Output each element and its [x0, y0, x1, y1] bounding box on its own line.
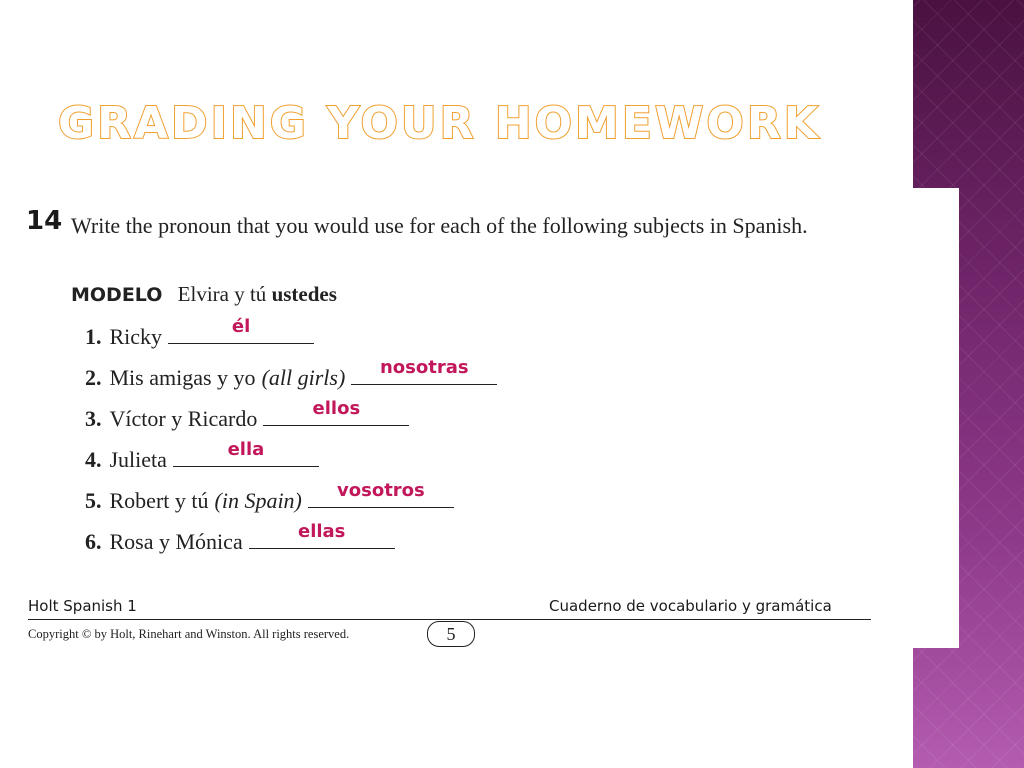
copyright-notice: Copyright © by Holt, Rinehart and Winston. All rights reserved.: [28, 627, 350, 641]
handwritten-answer: ella: [227, 439, 265, 460]
exercise-item-3: [85, 398, 409, 432]
page-number: 5: [427, 621, 475, 647]
worksheet-image: [0, 188, 959, 648]
item-subject: Rosa y Mónica: [109, 529, 243, 554]
item-number: 2.: [85, 365, 102, 390]
answer-blank: [173, 439, 319, 467]
item-number: 5.: [85, 488, 102, 513]
exercise-item-2: [85, 357, 497, 391]
modelo-answer: ustedes: [271, 282, 337, 306]
slide-title: GRADING YOUR HOMEWORK: [58, 98, 821, 149]
item-note: (in Spain): [214, 488, 302, 513]
item-subject: Ricky: [109, 324, 163, 349]
book-title: Holt Spanish 1: [28, 597, 137, 615]
item-note: (all girls): [261, 365, 346, 390]
item-number: 3.: [85, 406, 102, 431]
handwritten-answer: ellas: [297, 521, 346, 542]
modelo-example: [71, 282, 337, 307]
answer-blank: [351, 357, 497, 385]
exercise-number: 14: [26, 206, 63, 236]
footer-divider: [28, 619, 871, 620]
item-subject: Julieta: [109, 447, 167, 472]
exercise-instruction: Write the pronoun that you would use for each of the following subjects in Spanish.: [71, 213, 808, 238]
exercise-item-5: [85, 480, 454, 514]
modelo-label: MODELO: [71, 284, 163, 306]
item-subject: Robert y tú: [109, 488, 209, 513]
answer-blank: [308, 480, 454, 508]
handwritten-answer: vosotros: [337, 480, 425, 501]
exercise-item-1: [85, 316, 314, 350]
item-subject: Víctor y Ricardo: [109, 406, 258, 431]
answer-blank: [263, 398, 409, 426]
handwritten-answer: nosotras: [379, 357, 469, 378]
item-number: 6.: [85, 529, 102, 554]
answer-blank: [249, 521, 395, 549]
handwritten-answer: ellos: [312, 398, 361, 419]
exercise-item-6: [85, 521, 395, 555]
workbook-title: Cuaderno de vocabulario y gramática: [549, 597, 832, 615]
exercise-item-4: [85, 439, 319, 473]
item-number: 1.: [85, 324, 102, 349]
answer-blank: [168, 316, 314, 344]
modelo-subject: Elvira y tú: [177, 282, 267, 306]
item-number: 4.: [85, 447, 102, 472]
handwritten-answer: él: [231, 316, 251, 337]
item-subject: Mis amigas y yo: [109, 365, 256, 390]
